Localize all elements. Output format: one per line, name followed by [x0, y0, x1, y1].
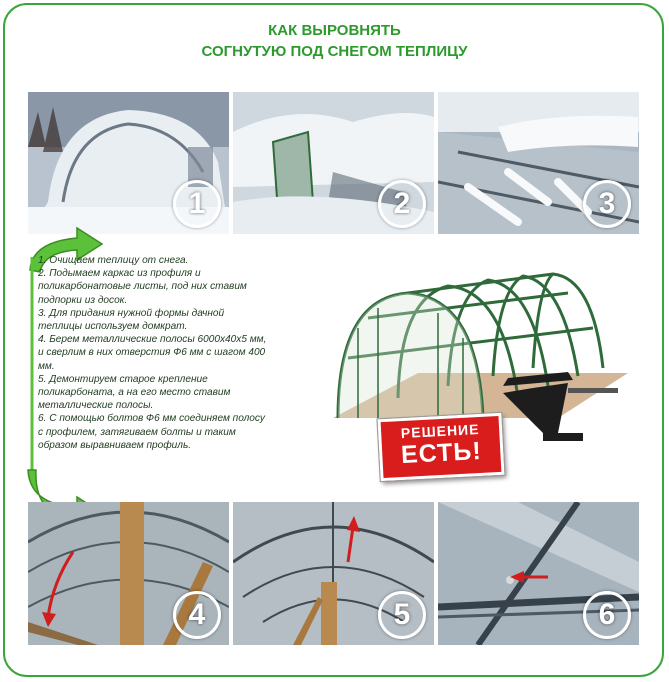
- photo-3-number-badge: 3: [583, 180, 631, 228]
- photo-1-snow-covered-greenhouse: [28, 92, 229, 234]
- photo-6-number-badge: 6: [583, 591, 631, 639]
- step-line: 5. Демонтируем старое крепление: [38, 373, 208, 385]
- photo-3-snow-on-roof: [438, 92, 639, 234]
- badge-line-2: ЕСТЬ!: [400, 436, 483, 470]
- title-line-1: КАК ВЫРОВНЯТЬ: [268, 22, 401, 39]
- photo-5-interior-arches: [233, 502, 434, 645]
- step-line: 6. С помощью болтов Ф6 мм соединяем полосу: [38, 413, 265, 425]
- step-line: 4. Берем металлические полосы 6000х40х5 мм,: [38, 334, 267, 346]
- step-line: металлические полосы.: [38, 400, 154, 412]
- photo-5-number-badge: 5: [378, 591, 426, 639]
- photo-2-collapsed-greenhouse: [233, 92, 434, 234]
- photo-1-number-badge: 1: [173, 180, 221, 228]
- step-line: образом выравниваем профиль.: [38, 439, 192, 451]
- photo-6-bolted-strip: [438, 502, 639, 645]
- step-line: теплицы используем домкрат.: [38, 321, 188, 333]
- step-line: поликарбонатовые листы, под них ставим: [38, 281, 247, 293]
- step-line: и сверлим в них отверстия Ф6 мм с шагом 400: [38, 347, 266, 359]
- photo-2-number-badge: 2: [378, 180, 426, 228]
- step-line: 1. Очищаем теплицу от снега.: [38, 255, 189, 266]
- badge-line-1: РЕШЕНИЕ: [400, 420, 480, 442]
- photo-4-number-badge: 4: [173, 591, 221, 639]
- solution-exists-badge: [377, 413, 504, 481]
- step-line: 3. Для придания нужной формы дачной: [38, 307, 225, 319]
- step-line: подпорки из досок.: [38, 294, 128, 306]
- step-line: поликарбоната, а на его место ставим: [38, 387, 231, 399]
- title-line-2: СОГНУТУЮ ПОД СНЕГОМ ТЕПЛИЦУ: [201, 43, 468, 60]
- photo-4-interior-wooden-prop: [28, 502, 229, 645]
- step-line: мм.: [38, 360, 55, 372]
- step-line: с профилем, затягиваем болты и таким: [38, 426, 236, 438]
- step-line: 2. Подымаем каркас из профиля и: [38, 268, 201, 280]
- green-arrow-bottom-icon: [22, 255, 122, 530]
